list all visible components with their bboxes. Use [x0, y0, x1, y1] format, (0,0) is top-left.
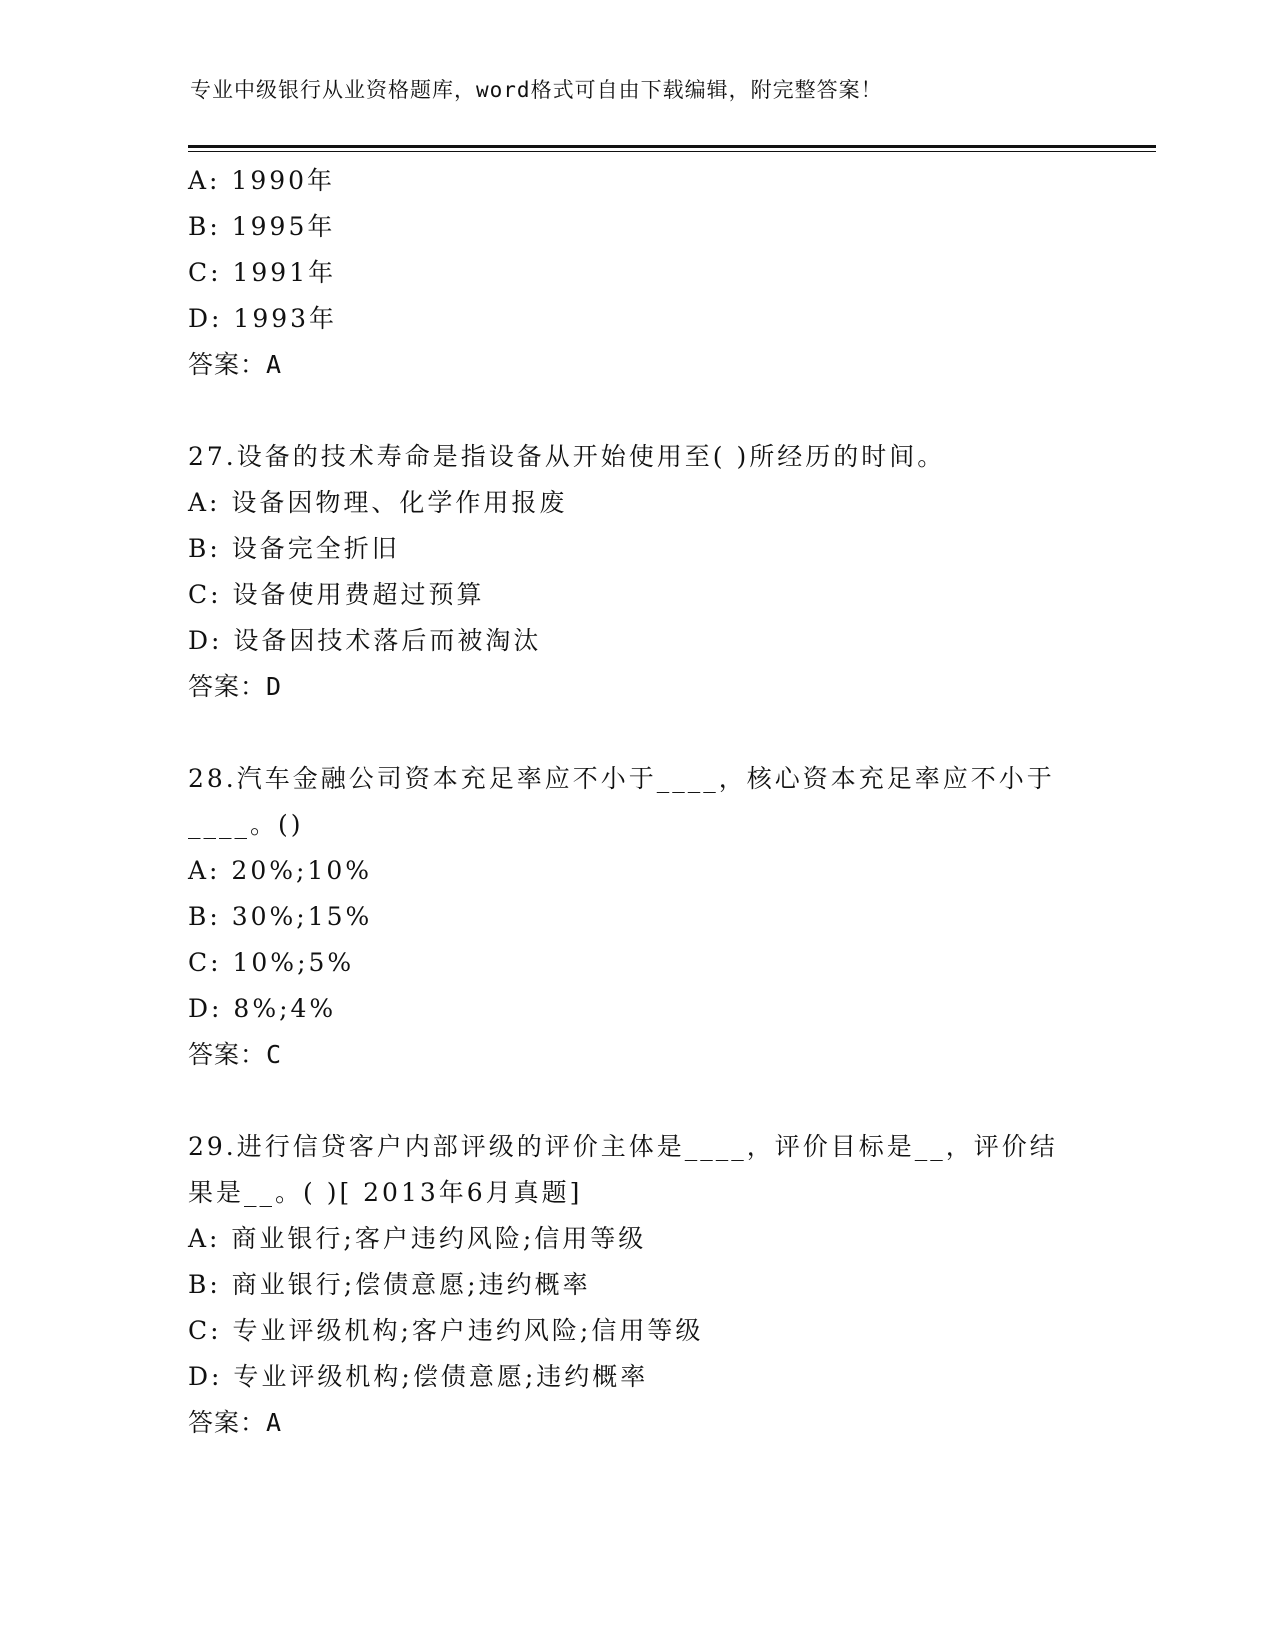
- option-d: D: 1993年: [188, 304, 338, 333]
- header-rule: [188, 145, 1156, 152]
- answer-value: A: [266, 1408, 283, 1437]
- question-block-28: [188, 756, 1088, 1078]
- answer-label: 答案：: [188, 350, 267, 379]
- page-header: 专业中级银行从业资格题库，word格式可自由下载编辑，附完整答案！: [190, 78, 883, 102]
- option-c: C: 设备使用费超过预算: [188, 580, 485, 609]
- answer-label: 答案：: [188, 672, 267, 701]
- option-c: C: 1991年: [188, 258, 337, 287]
- option-b: B: 30%;15%: [188, 902, 373, 931]
- option-a: A: 1990年: [188, 166, 336, 195]
- question-block-29: [188, 1124, 1088, 1446]
- option-d: D: 专业评级机构;偿债意愿;违约概率: [188, 1362, 649, 1391]
- option-a: A: 商业银行;客户违约风险;信用等级: [188, 1224, 647, 1253]
- answer-value: D: [266, 672, 283, 701]
- answer-line: [188, 1400, 1088, 1446]
- answer-line: [188, 342, 1088, 388]
- question-block-27: [188, 434, 1088, 710]
- option-a: A: 20%;10%: [188, 856, 372, 885]
- question-text-line-1: 28.汽车金融公司资本充足率应不小于____，核心资本充足率应不小于: [188, 764, 1055, 793]
- document-body: [188, 158, 1088, 1446]
- option-a: A: 设备因物理、化学作用报废: [188, 488, 568, 517]
- question-text: 27.设备的技术寿命是指设备从开始使用至( )所经历的时间。: [188, 442, 946, 471]
- question-text-line-1: 29.进行信贷客户内部评级的评价主体是____，评价目标是__，评价结: [188, 1132, 1058, 1161]
- question-text-line-2: 果是__。( )[ 2013年6月真题]: [188, 1178, 583, 1207]
- answer-line: [188, 664, 1088, 710]
- answer-value: A: [266, 350, 283, 379]
- option-d: D: 8%;4%: [188, 994, 337, 1023]
- answer-value: C: [266, 1040, 283, 1069]
- answer-label: 答案：: [188, 1408, 267, 1437]
- question-text-line-2: ____。(): [188, 810, 304, 839]
- option-c: C: 10%;5%: [188, 948, 355, 977]
- answer-line: [188, 1032, 1088, 1078]
- question-block-26-continued: [188, 158, 1088, 388]
- option-b: B: 商业银行;偿债意愿;违约概率: [188, 1270, 591, 1299]
- option-b: B: 1995年: [188, 212, 336, 241]
- answer-label: 答案：: [188, 1040, 267, 1069]
- option-c: C: 专业评级机构;客户违约风险;信用等级: [188, 1316, 704, 1345]
- option-b: B: 设备完全折旧: [188, 534, 400, 563]
- option-d: D: 设备因技术落后而被淘汰: [188, 626, 542, 655]
